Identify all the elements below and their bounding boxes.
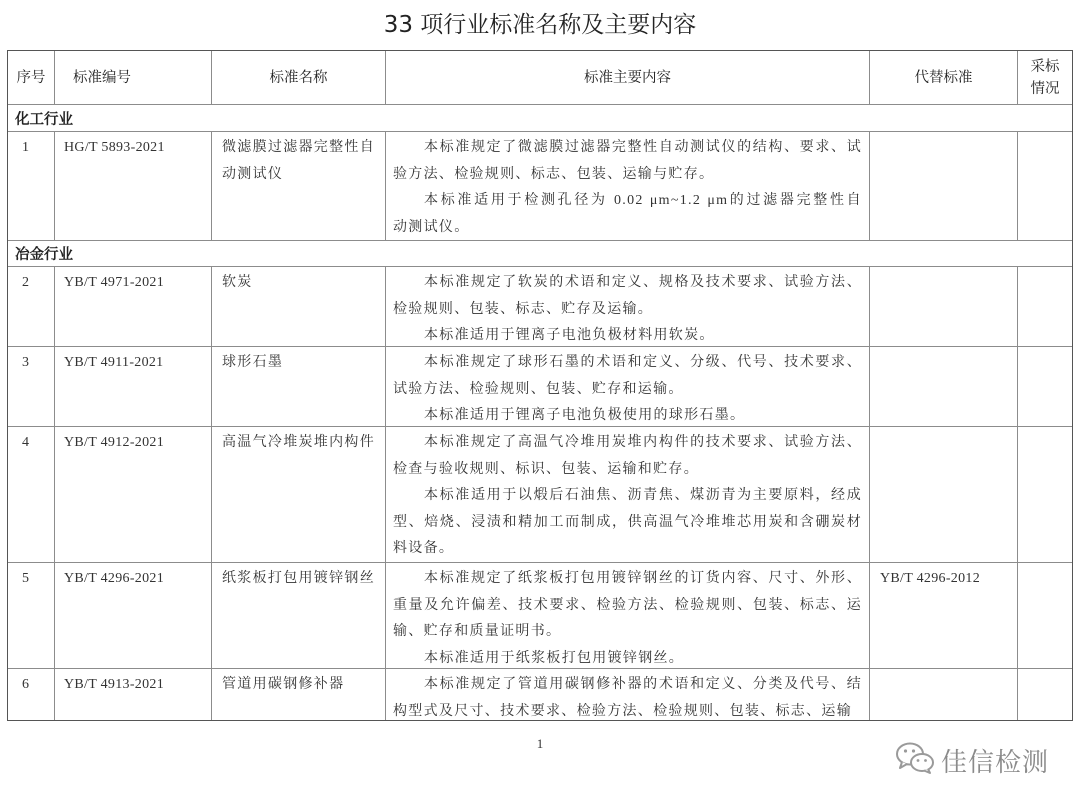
table-row bbox=[8, 347, 1072, 427]
row-main-content bbox=[386, 669, 870, 720]
row-standard-id: YB/T 4911-2021 bbox=[55, 347, 212, 426]
row-standard-id: YB/T 4912-2021 bbox=[55, 427, 212, 562]
row-seq: 3 bbox=[8, 347, 55, 426]
header-main-content: 标准主要内容 bbox=[386, 51, 870, 104]
content-line: 本标准规定了纸浆板打包用镀锌钢丝的订货内容、尺寸、外形、 bbox=[424, 571, 862, 586]
row-seq: 4 bbox=[8, 427, 55, 562]
page-number: 1 bbox=[536, 736, 544, 751]
row-replaced-standard: YB/T 4296-2012 bbox=[870, 563, 1018, 668]
row-main-content bbox=[386, 563, 870, 668]
watermark bbox=[895, 742, 1049, 778]
table-row bbox=[8, 427, 1072, 563]
row-replaced-standard bbox=[870, 267, 1018, 346]
row-standard-id: YB/T 4913-2021 bbox=[55, 669, 212, 720]
table-row bbox=[8, 132, 1072, 241]
row-adoption bbox=[1018, 347, 1072, 426]
row-standard-name: 软炭 bbox=[212, 267, 386, 346]
table-row bbox=[8, 267, 1072, 347]
table-header-row bbox=[8, 51, 1072, 105]
row-standard-id: HG/T 5893-2021 bbox=[55, 132, 212, 240]
row-adoption bbox=[1018, 563, 1072, 668]
header-replaced-standard: 代替标准 bbox=[870, 51, 1018, 104]
row-seq: 2 bbox=[8, 267, 55, 346]
content-line: 型、焙烧、浸渍和精加工而制成，供高温气冷堆堆芯用炭和含硼炭材 bbox=[393, 514, 862, 530]
row-main-content bbox=[386, 347, 870, 426]
section-label: 化工行业 bbox=[15, 111, 73, 128]
wechat-icon bbox=[895, 741, 935, 780]
content-line: 本标准适用于锂离子电池负极材料用软炭。 bbox=[424, 328, 715, 343]
content-line: 本标准规定了高温气冷堆用炭堆内构件的技术要求、试验方法、 bbox=[424, 435, 862, 450]
content-line: 验方法、检验规则、标志、包装、运输与贮存。 bbox=[393, 166, 715, 182]
content-line: 检验规则、包装、标志、贮存及运输。 bbox=[393, 301, 654, 317]
watermark-text: 佳信检测 bbox=[941, 747, 1050, 778]
row-main-content bbox=[386, 267, 870, 346]
standards-table bbox=[7, 50, 1073, 721]
content-line: 试验方法、检验规则、包装、贮存和运输。 bbox=[393, 381, 684, 397]
row-adoption bbox=[1018, 267, 1072, 346]
row-seq: 1 bbox=[8, 132, 55, 240]
header-standard-name: 标准名称 bbox=[212, 51, 386, 104]
row-replaced-standard bbox=[870, 427, 1018, 562]
row-standard-name: 球形石墨 bbox=[212, 347, 386, 426]
section-label: 冶金行业 bbox=[15, 247, 73, 263]
header-standard-id: 标准编号 bbox=[55, 51, 212, 104]
content-line: 本标准适用于以煅后石油焦、沥青焦、煤沥青为主要原料，经成 bbox=[424, 488, 862, 503]
row-seq: 5 bbox=[8, 563, 55, 668]
content-line: 输、贮存和质量证明书。 bbox=[393, 624, 562, 639]
content-line: 动测试仪。 bbox=[393, 219, 470, 235]
content-line: 本标准适用于纸浆板打包用镀锌钢丝。 bbox=[424, 650, 685, 666]
row-adoption bbox=[1018, 669, 1072, 720]
content-line: 料设备。 bbox=[393, 541, 455, 556]
row-main-content bbox=[386, 427, 870, 562]
section-row bbox=[8, 241, 1072, 267]
header-seq: 序号 bbox=[8, 51, 55, 104]
row-adoption bbox=[1018, 427, 1072, 562]
content-line: 检查与验收规则、标识、包装、运输和贮存。 bbox=[393, 461, 699, 477]
table-body bbox=[8, 105, 1072, 720]
section-row bbox=[8, 105, 1072, 132]
row-replaced-standard bbox=[870, 347, 1018, 426]
content-line: 重量及允许偏差、技术要求、检验方法、检验规则、包装、标志、运 bbox=[393, 597, 862, 613]
table-row bbox=[8, 669, 1072, 720]
table-row bbox=[8, 563, 1072, 669]
row-replaced-standard bbox=[870, 669, 1018, 720]
content-line: 本标准规定了球形石墨的术语和定义、分级、代号、技术要求、 bbox=[424, 355, 862, 370]
document-title: 33 项行业标准名称及主要内容 bbox=[383, 12, 697, 38]
row-standard-id: YB/T 4971-2021 bbox=[55, 267, 212, 346]
row-main-content bbox=[386, 132, 870, 240]
row-standard-name: 管道用碳钢修补器 bbox=[212, 669, 386, 720]
content-line: 本标准适用于锂离子电池负极使用的球形石墨。 bbox=[424, 408, 746, 423]
content-line: 本标准适用于检测孔径为 0.02 μm~1.2 μm的过滤器完整性自 bbox=[424, 193, 862, 208]
content-line: 本标准规定了管道用碳钢修补器的术语和定义、分类及代号、结 bbox=[424, 677, 862, 692]
content-line: 本标准规定了软炭的术语和定义、规格及技术要求、试验方法、 bbox=[424, 275, 862, 290]
row-standard-name: 微滤膜过滤器完整性自动测试仪 bbox=[212, 132, 386, 240]
row-seq: 6 bbox=[8, 669, 55, 720]
row-adoption bbox=[1018, 132, 1072, 240]
content-line: 构型式及尺寸、技术要求、检验方法、检验规则、包装、标志、运输 bbox=[393, 703, 852, 719]
row-standard-name: 纸浆板打包用镀锌钢丝 bbox=[212, 563, 386, 668]
row-standard-id: YB/T 4296-2021 bbox=[55, 563, 212, 668]
row-standard-name: 高温气冷堆炭堆内构件 bbox=[212, 427, 386, 562]
row-replaced-standard bbox=[870, 132, 1018, 240]
content-line: 本标准规定了微滤膜过滤器完整性自动测试仪的结构、要求、试 bbox=[424, 140, 862, 155]
header-adoption: 采标情况 bbox=[1030, 58, 1060, 97]
